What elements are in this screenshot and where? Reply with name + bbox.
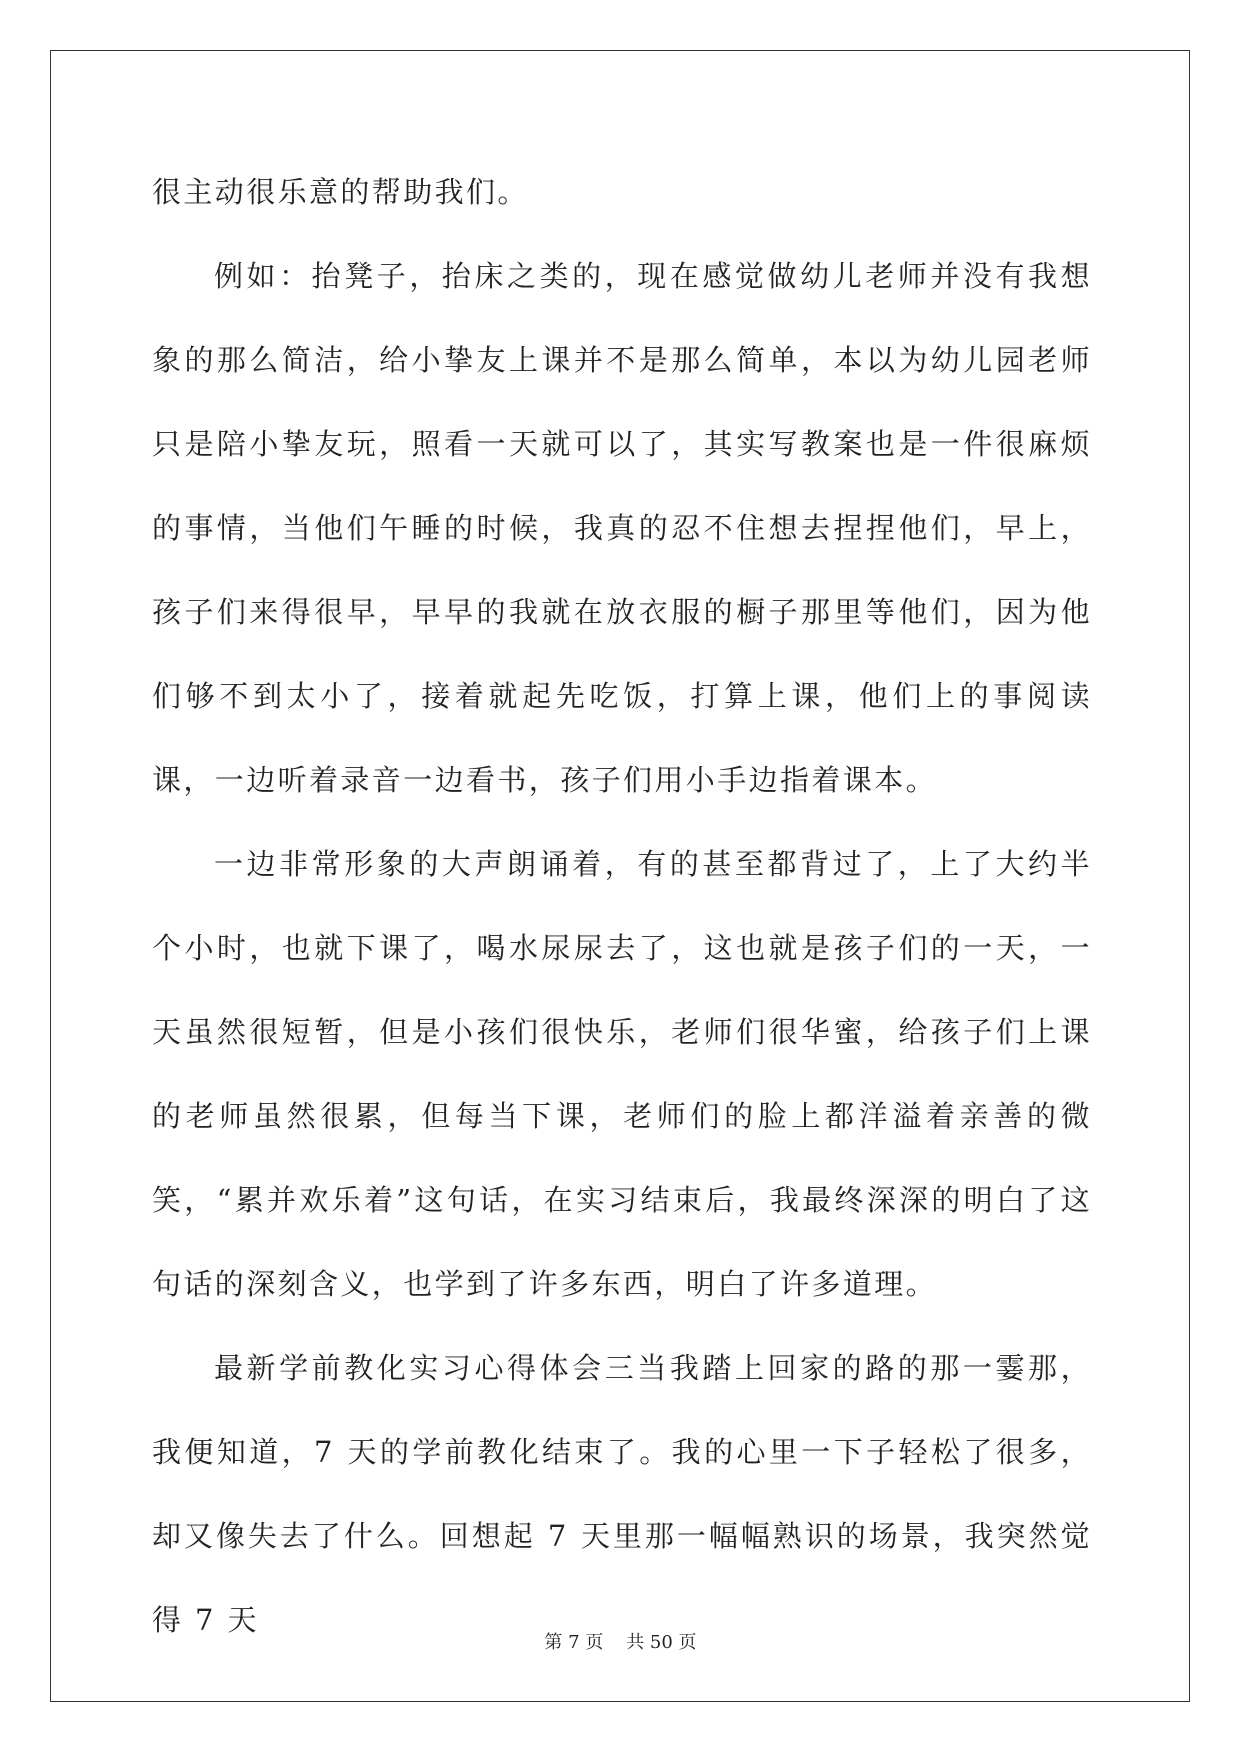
paragraph-1: 很主动很乐意的帮助我们。 <box>152 175 529 209</box>
page-number-footer: 第 7 页 共 50 页 <box>544 1632 697 1653</box>
document-body <box>152 150 1092 1662</box>
paragraph-4: 最新学前教化实习心得体会三当我踏上回家的路的那一霎那，我便知道，7 天的学前教化结束了。我的心里一下子轻松了很多，却又像失去了什么。回想起 7 天里那一幅幅熟识的场景，我突然觉得 7 天 <box>152 1351 1092 1637</box>
paragraph-3: 一边非常形象的大声朗诵着，有的甚至都背过了，上了大约半个小时，也就下课了，喝水尿尿去了，这也就是孩子们的一天，一天虽然很短暂，但是小孩们很快乐，老师们很华蜜，给孩子们上课的老师虽然很累，但每当下课，老师们的脸上都洋溢着亲善的微笑，“累并欢乐着”这句话，在实习结束后，我最终深深的明白了这句话的深刻含义，也学到了许多东西，明白了许多道理。 <box>152 847 1092 1301</box>
paragraph-2: 例如：抬凳子，抬床之类的，现在感觉做幼儿老师并没有我想象的那么简洁，给小挚友上课并不是那么简单，本以为幼儿园老师只是陪小挚友玩，照看一天就可以了，其实写教案也是一件很麻烦的事情，当他们午睡的时候，我真的忍不住想去捏捏他们，早上，孩子们来得很早，早早的我就在放衣服的橱子那里等他们，因为他们够不到太小了，接着就起先吃饭，打算上课，他们上的事阅读课，一边听着录音一边看书，孩子们用小手边指着课本。 <box>152 259 1092 797</box>
